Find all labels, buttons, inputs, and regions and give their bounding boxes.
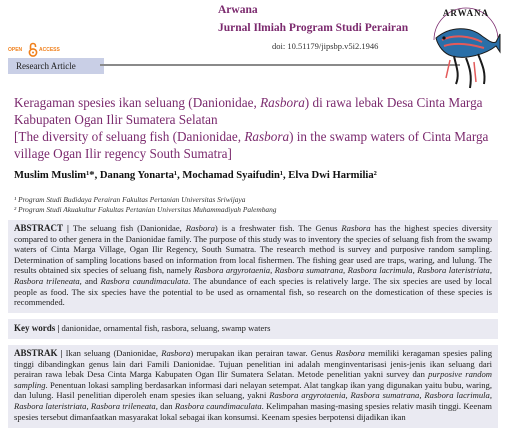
open-access-label-left: OPEN: [8, 47, 23, 53]
open-access-lock-icon: [28, 42, 38, 57]
open-access-badge: [8, 42, 60, 58]
header-divider: [100, 64, 460, 66]
doi-link[interactable]: doi: 10.51179/jipsbp.v5i2.1946: [272, 41, 379, 51]
journal-name: Arwana: [218, 4, 258, 16]
article-type-label: Research Article: [8, 58, 104, 74]
keywords-label: Key words: [14, 323, 56, 333]
affiliation-1: ¹ Program Studi Budidaya Perairan Fakultas Pertanian Universitas Sriwijaya: [14, 195, 246, 204]
keywords-text: danionidae, ornamental fish, rasbora, seluang, swamp waters: [61, 323, 271, 333]
arwana-logo: [426, 0, 506, 92]
abstrak-box: ABSTRAK | Ikan seluang (Danionidae, Rasbora) merupakan ikan perairan tawar. Genus Rasbora memiliki keragaman spesies paling tinggi dibandingkan genus lain dari Famili Danionidae. Tujuan penelitian ini adalah menginventarisasi jenis-jenis ikan seluang dari perairan rawa lebak Desa Cinta Marga Kabupaten Ogan Ilir Sumatera Selatan. Metode penelitian yakni survey dan purposive random sampling. Penentuan lokasi sampling berdasarkan informasi dari nelayan setempat. Alat tangkap ikan yang digunakan yaitu bubu, waring, dan lulung. Hasil penelitian diperoleh enam spesies ikan seluang, yakni Rasbora argyrotaenia, Rasbora sumatrana, Rasbora lacrimula, Rasbora lateristriata, Rasbora trileneata, dan Rasbora caundimaculata. Kelimpahan masing-masing spesies relativ masih tinggi. Keenam spesies tersebut dimanfaatkan masyarakat lokal sebagai ikan konsumsi. Keenam spesies berpotensi dijadikan ikan: [8, 345, 498, 428]
svg-text:ARWANA: ARWANA: [442, 8, 490, 18]
abstrak-label: ABSTRAK: [14, 348, 58, 358]
journal-subtitle: Jurnal Ilmiah Program Studi Perairan: [218, 22, 409, 34]
abstract-box: ABSTRACT | The seluang fish (Danionidae, Rasbora) is a freshwater fish. The Genus Rasbora has the highest species diversity compared to other genera in the Danionidae family. The purpose of this study was to inventory the species of seluang fish from the swamp waters of Cinta Marga Village, Ogan Ilir Regency, South Sumatra. The research method is survey and purposive random sampling. Determination of sampling locations based on information from local fishermen. The fishing gear used are traps, waring, and lulung. The results obtained six species of seluang fish, namely Rasbora argyrotaenia, Rasbora sumatrana, Rasbora lacrimula, Rasbora lateristriata, Rasbora trileneata, and Rasbora caundimaculata. The abundance of each species is relatively large. The six species are used by local people as food. The six species have the potential to be used as ornamental fish, so research on the domestication of these species is recommended.: [8, 220, 498, 313]
keywords-box: Key words | danionidae, ornamental fish, rasbora, seluang, swamp waters: [8, 319, 498, 339]
affiliation-2: ² Program Studi Akuakultur Fakultas Pertanian Universitas Muhammadiyah Palembang: [14, 205, 277, 214]
title-english: [The diversity of seluang fish (Danionidae, Rasbora) in the swamp waters of Cinta Marga village Ogan Ilir regency South Sumatra]: [14, 129, 489, 161]
abstract-label: ABSTRACT: [14, 223, 64, 233]
open-access-label-right: ACCESS: [39, 47, 60, 53]
author-list: Muslim Muslim¹*, Danang Yonarta¹, Mochamad Syaifudin¹, Elva Dwi Harmilia²: [14, 170, 377, 181]
title-indonesian: Keragaman spesies ikan seluang (Danionidae, Rasbora) di rawa lebak Desa Cinta Marga Kabupaten Ogan Ilir Sumatera Selatan: [14, 95, 483, 127]
article-title: [14, 94, 500, 162]
